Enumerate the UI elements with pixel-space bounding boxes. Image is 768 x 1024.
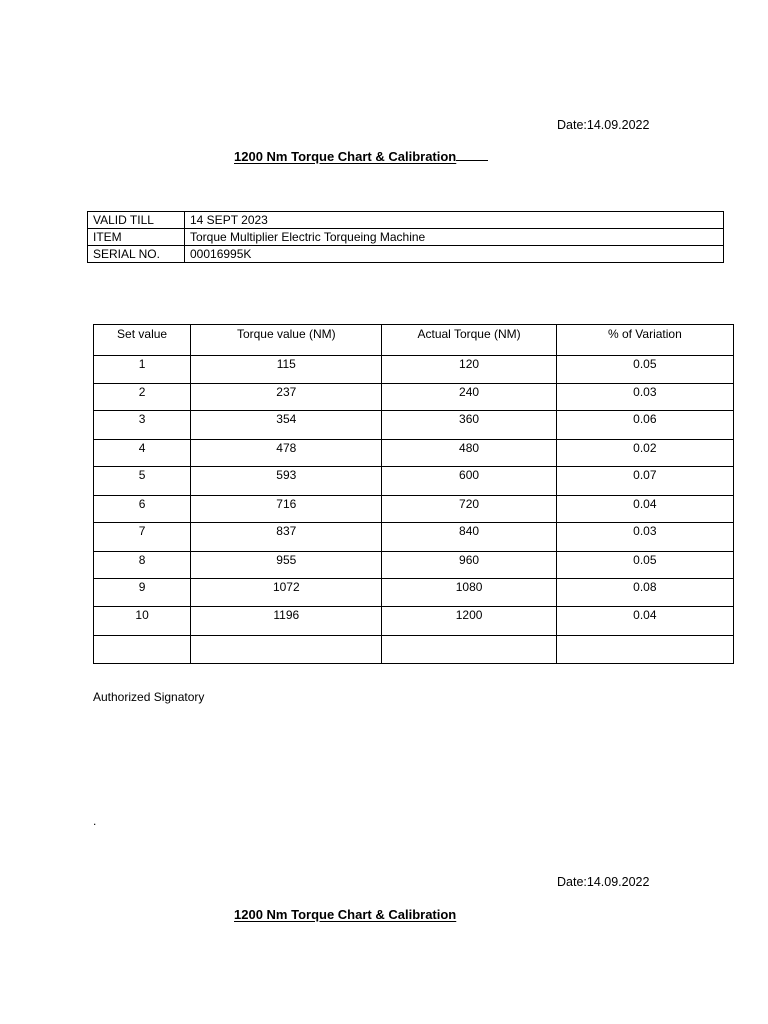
info-label: ITEM (88, 229, 185, 246)
table-cell: 593 (191, 467, 382, 496)
info-value: 14 SEPT 2023 (185, 212, 724, 229)
table-cell: 480 (382, 440, 556, 467)
table-cell: 7 (94, 523, 191, 552)
table-cell: 0.03 (556, 384, 733, 411)
table-cell: 0.07 (556, 467, 733, 496)
table-cell: 0.04 (556, 496, 733, 523)
table-cell: 600 (382, 467, 556, 496)
table-cell: 720 (382, 496, 556, 523)
info-row-serial (88, 246, 724, 263)
table-row (94, 523, 734, 552)
date-label-2: Date:14.09.2022 (557, 875, 650, 889)
dot-mark: . (93, 814, 97, 828)
table-cell: 3 (94, 411, 191, 440)
page-title-text: 1200 Nm Torque Chart & Calibration (234, 149, 457, 164)
table-row (94, 384, 734, 411)
table-cell: 716 (191, 496, 382, 523)
table-cell: 0.04 (556, 607, 733, 636)
table-cell: 240 (382, 384, 556, 411)
table-cell: 960 (382, 552, 556, 579)
table-cell: 955 (191, 552, 382, 579)
table-row (94, 636, 734, 664)
table-cell: 354 (191, 411, 382, 440)
table-cell (94, 636, 191, 664)
table-cell: 0.05 (556, 552, 733, 579)
date-label: Date:14.09.2022 (557, 118, 650, 132)
table-cell: 360 (382, 411, 556, 440)
table-row (94, 356, 734, 384)
table-cell: 0.05 (556, 356, 733, 384)
table-row (94, 411, 734, 440)
column-header: Torque value (NM) (191, 325, 382, 356)
table-cell: 115 (191, 356, 382, 384)
info-value: 00016995K (185, 246, 724, 263)
table-cell: 1080 (382, 579, 556, 607)
table-cell: 0.02 (556, 440, 733, 467)
table-cell: 10 (94, 607, 191, 636)
table-cell: 0.03 (556, 523, 733, 552)
column-header: % of Variation (556, 325, 733, 356)
info-value: Torque Multiplier Electric Torqueing Machine (185, 229, 724, 246)
table-cell: 8 (94, 552, 191, 579)
column-header: Actual Torque (NM) (382, 325, 556, 356)
info-label: VALID TILL (88, 212, 185, 229)
table-row (94, 440, 734, 467)
table-row (94, 607, 734, 636)
table-cell: 840 (382, 523, 556, 552)
table-cell: 6 (94, 496, 191, 523)
table-cell (382, 636, 556, 664)
table-cell: 1196 (191, 607, 382, 636)
column-header: Set value (94, 325, 191, 356)
table-row (94, 467, 734, 496)
page-title-2 (234, 907, 456, 922)
calibration-table (93, 324, 734, 664)
table-cell: 0.08 (556, 579, 733, 607)
table-cell: 120 (382, 356, 556, 384)
table-cell: 1072 (191, 579, 382, 607)
info-table (87, 211, 724, 263)
info-row-item (88, 229, 724, 246)
calibration-header-row (94, 325, 734, 356)
table-cell: 0.06 (556, 411, 733, 440)
table-cell: 837 (191, 523, 382, 552)
table-cell: 1 (94, 356, 191, 384)
table-cell: 478 (191, 440, 382, 467)
table-cell: 237 (191, 384, 382, 411)
table-cell: 2 (94, 384, 191, 411)
table-cell: 4 (94, 440, 191, 467)
page-title-text-2: 1200 Nm Torque Chart & Calibration (234, 907, 457, 922)
table-row (94, 552, 734, 579)
table-cell (191, 636, 382, 664)
page-title (234, 148, 488, 164)
table-cell: 1200 (382, 607, 556, 636)
table-cell: 9 (94, 579, 191, 607)
table-cell: 5 (94, 467, 191, 496)
table-cell (556, 636, 733, 664)
table-row (94, 496, 734, 523)
info-label: SERIAL NO. (88, 246, 185, 263)
authorized-signatory-label: Authorized Signatory (93, 690, 205, 704)
table-row (94, 579, 734, 607)
info-row-valid-till (88, 212, 724, 229)
title-underline (456, 148, 488, 161)
